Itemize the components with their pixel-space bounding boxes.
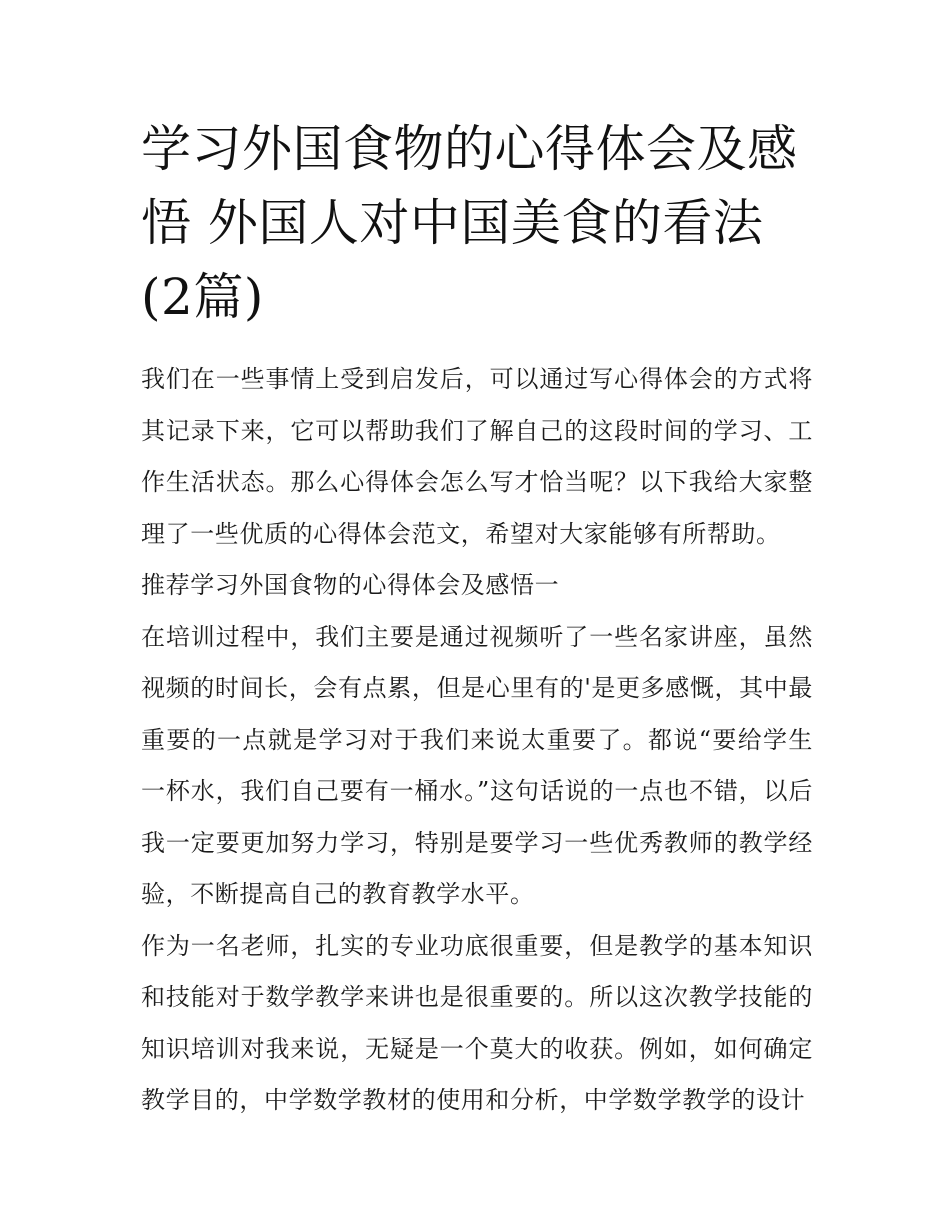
intro-paragraph: 我们在一些事情上受到启发后，可以通过写心得体会的方式将其记录下来，它可以帮助我们了解自己的这段时间的学习、工作生活状态。那么心得体会怎么写才恰当呢？以下我给大家整理了一些优质的心得体会范文，希望对大家能够有所帮助。: [141, 365, 813, 548]
section-heading: 推荐学习外国食物的心得体会及感悟一: [141, 571, 560, 599]
document-content: [141, 112, 813, 1127]
document-title: 学习外国食物的心得体会及感悟 外国人对中国美食的看法(2篇): [141, 120, 798, 326]
body-paragraph: 作为一名老师，扎实的专业功底很重要，但是教学的基本知识和技能对于数学教学来讲也是很重要的。所以这次教学技能的知识培训对我来说，无疑是一个莫大的收获。例如，如何确定教学目的，中学数学教材的使用和分析，中学数学教学的设计: [141, 931, 813, 1114]
document-body: [141, 354, 813, 1127]
body-paragraph: 在培训过程中，我们主要是通过视频听了一些名家讲座，虽然视频的时间长，会有点累，但是心里有的'是更多感慨，其中最重要的一点就是学习对于我们来说太重要了。都说“要给学生一杯水，我们自己要有一桶水。”这句话说的一点也不错，以后我一定要更加努力学习，特别是要学习一些优秀教师的教学经验，不断提高自己的教育教学水平。: [141, 622, 813, 908]
